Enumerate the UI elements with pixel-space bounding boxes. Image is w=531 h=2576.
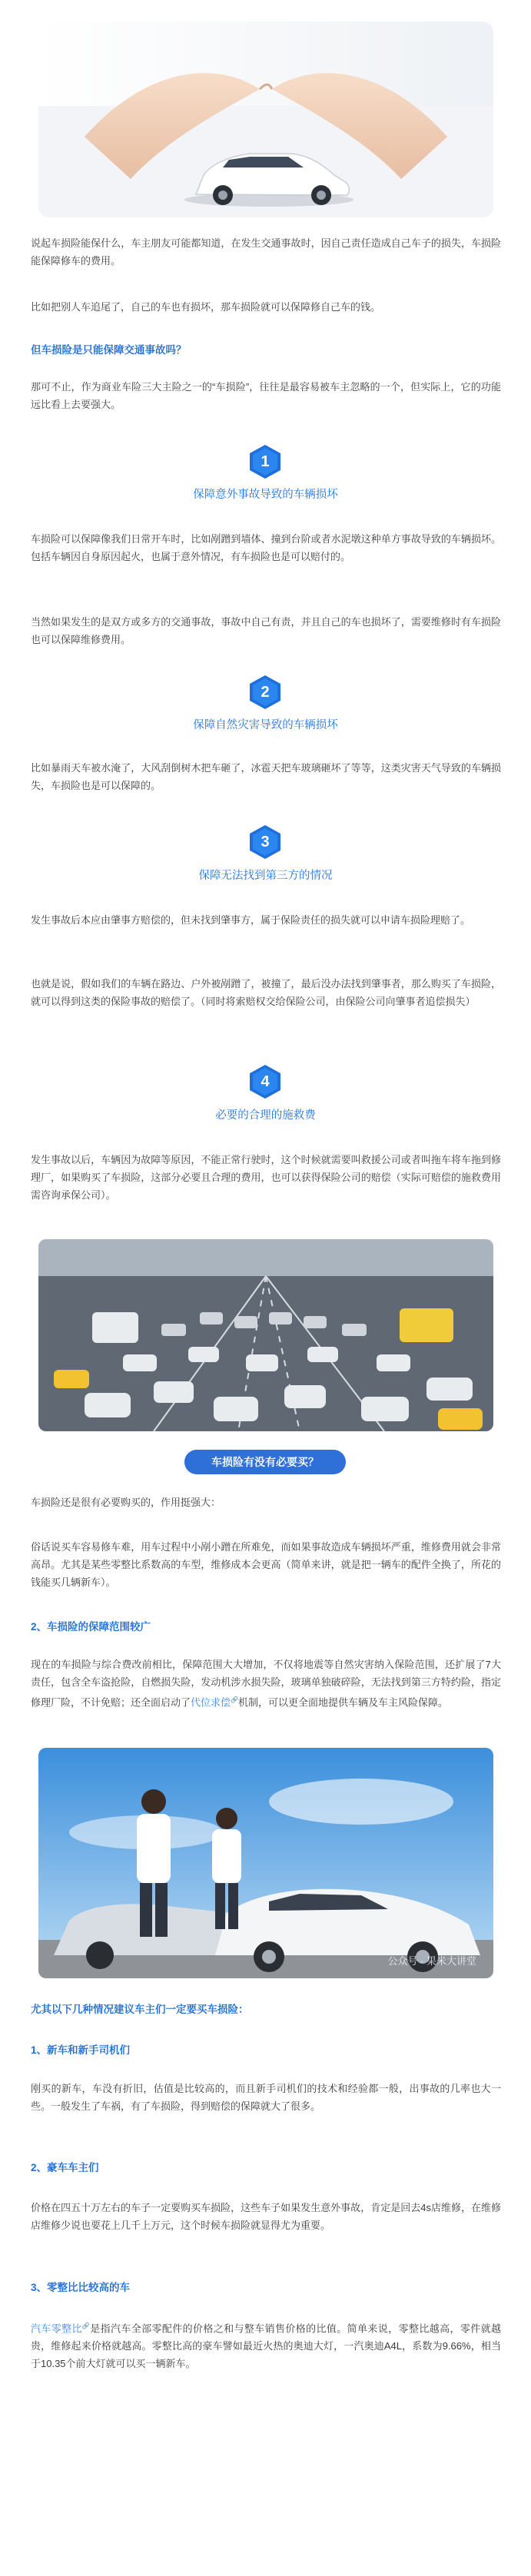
coverage-text-a: 现在的车损险与综合费改前相比，保障范围大大增加，不仅将地震等自然灾害纳入保险范围，还扩展了7大责任，包含全车盗抢险，自燃损失险，发动机涉水损失险，玻璃单独破碎险，无法找到第三方特约险，指定修理厂险，不计免赔；还全面启动了 xyxy=(31,1659,501,1709)
traffic-jam-image xyxy=(38,1239,493,1431)
parts-ratio-paragraph xyxy=(31,2317,501,2372)
section-1-paragraph-2: 当然如果发生的是双方或多方的交通事故，事故中自己有责，并且自己的车也损坏了，需要维修时有车损险也可以保障维修费用。 xyxy=(31,616,501,645)
link-icon: 🔗 xyxy=(231,1696,238,1703)
intro-paragraph-1: 说起车损险能保什么，车主朋友可能都知道，在发生交通事故时，因自己责任造成自己车子的损失，车损险能保障修车的费用。 xyxy=(31,237,501,267)
section-4-title: 必要的合理的施救费 xyxy=(215,1109,316,1122)
section-2-number: 2 xyxy=(261,684,270,701)
worth-paragraph-1: 车损险还是很有必要购买的，作用挺强大： xyxy=(31,1497,221,1508)
worth-paragraph-2: 俗话说买车容易修车难，用车过程中小剐小蹭在所难免，而如果事故造成车辆损坏严重，维修费用就会非常高昂。尤其是某些零整比系数高的车型，维修成本会更高（简单来讲，就是把一辆车的配件全换了，所花的钱能买几辆新车）。 xyxy=(31,1541,501,1588)
section-3-paragraph-1: 发生事故后本应由肇事方赔偿的，但未找到肇事方，属于保险责任的损失就可以申请车损险理赔了。 xyxy=(31,914,471,926)
section-3-title: 保障无法找到第三方的情况 xyxy=(198,870,333,882)
section-1-paragraph-1: 车损险可以保障像我们日常开车时，比如剐蹭到墙体、撞到台阶或者水泥墩这种单方事故导致的车辆损坏。包括车辆因自身原因起火，也属于意外情况，有车损险也是可以赔付的。 xyxy=(31,533,501,562)
coverage-paragraph xyxy=(31,1656,501,1711)
section-3-badge xyxy=(247,824,283,860)
accident-image xyxy=(38,1748,493,1978)
coverage-heading: 2、车损险的保障范围较广 xyxy=(31,1621,151,1633)
section-3-number: 3 xyxy=(261,834,270,850)
new-car-heading: 1、新车和新手司机们 xyxy=(31,2044,131,2056)
parts-ratio-heading: 3、零整比比较高的车 xyxy=(31,2282,131,2293)
section-2-title: 保障自然灾害导致的车辆损坏 xyxy=(193,719,338,731)
luxury-car-heading: 2、豪车车主们 xyxy=(31,2162,99,2173)
new-car-paragraph: 刚买的新车，车没有折旧，估值是比较高的，而且新手司机们的技术和经验都一般，出事故的几率也大一些。一般发生了车祸，有了车损险，得到赔偿的保障就大了很多。 xyxy=(31,2083,501,2112)
intro-paragraph-2: 比如把别人车追尾了，自己的车也有损坏，那车损险就可以保障修自己车的钱。 xyxy=(31,301,381,313)
section-3-paragraph-2: 也就是说，假如我们的车辆在路边、户外被剐蹭了，被撞了，最后没办法找到肇事者，那么购买了车损险，就可以得到这类的保险事故的赔偿了。（同时将索赔权交给保险公司，由保险公司向肇事者追偿损失） xyxy=(31,978,501,1007)
section-2-paragraph-1: 比如暴雨天车被水淹了，大风刮倒树木把车砸了，冰雹天把车玻璃砸坏了等等，这类灾害天气导致的车辆损失，车损险也是可以保障的。 xyxy=(31,762,501,791)
image-watermark: 公众号 · 果米大讲堂 xyxy=(387,1955,476,1967)
section-1-badge xyxy=(247,444,283,479)
question-heading: 但车损险是只能保障交通事故吗？ xyxy=(31,344,187,356)
section-2-badge xyxy=(247,675,283,710)
coverage-text-b: 机制，可以更全面地提供车辆及车主风险保障。 xyxy=(238,1696,449,1709)
link-icon: 🔗 xyxy=(81,2322,91,2329)
worth-buying-pill-heading: 车损险有没有必要买？ xyxy=(184,1450,346,1474)
answer-paragraph: 那可不止，作为商业车险三大主险之一的“车损险”，往往是最容易被车主忽略的一个，但实际上，它的功能远比看上去要强大。 xyxy=(31,381,501,410)
section-4-badge xyxy=(247,1064,283,1099)
subrogation-link[interactable]: 代位求偿 xyxy=(191,1696,231,1709)
luxury-car-paragraph: 价格在四五十万左右的车子一定要购买车损险，这些车子如果发生意外事故，肯定是回去4s店维修，在维修店维修少说也要花上几千上万元，这个时候车损险就显得尤为重要。 xyxy=(31,2202,501,2231)
section-4-number: 4 xyxy=(261,1073,270,1090)
section-1-number: 1 xyxy=(261,453,270,470)
section-1-title: 保障意外事故导致的车辆损坏 xyxy=(193,489,338,501)
section-4-paragraph-1: 发生事故以后，车辆因为故障等原因，不能正常行驶时，这个时候就需要叫救援公司或者叫拖车将车拖到修理厂，如果购买了车损险，这部分必要且合理的费用，也可以获得保险公司的赔偿（实际可赔偿的施救费用需咨询承保公司）。 xyxy=(31,1154,501,1201)
parts-ratio-text: 是指汽车全部零配件的价格之和与整车销售价格的比值。简单来说，零整比越高，零件就越贵，维修起来价格就越高。零整比高的豪车譬如最近火热的奥迪大灯，一汽奥迪A4L，系数为9.66%，相当于10.35个前大灯就可以买一辆新车。 xyxy=(31,2322,501,2370)
hero-image-hands-protecting-car xyxy=(38,22,493,217)
parts-ratio-link[interactable]: 汽车零整比 xyxy=(31,2322,82,2335)
suggestion-heading: 尤其以下几种情况建议车主们一定要买车损险： xyxy=(31,2004,249,2015)
